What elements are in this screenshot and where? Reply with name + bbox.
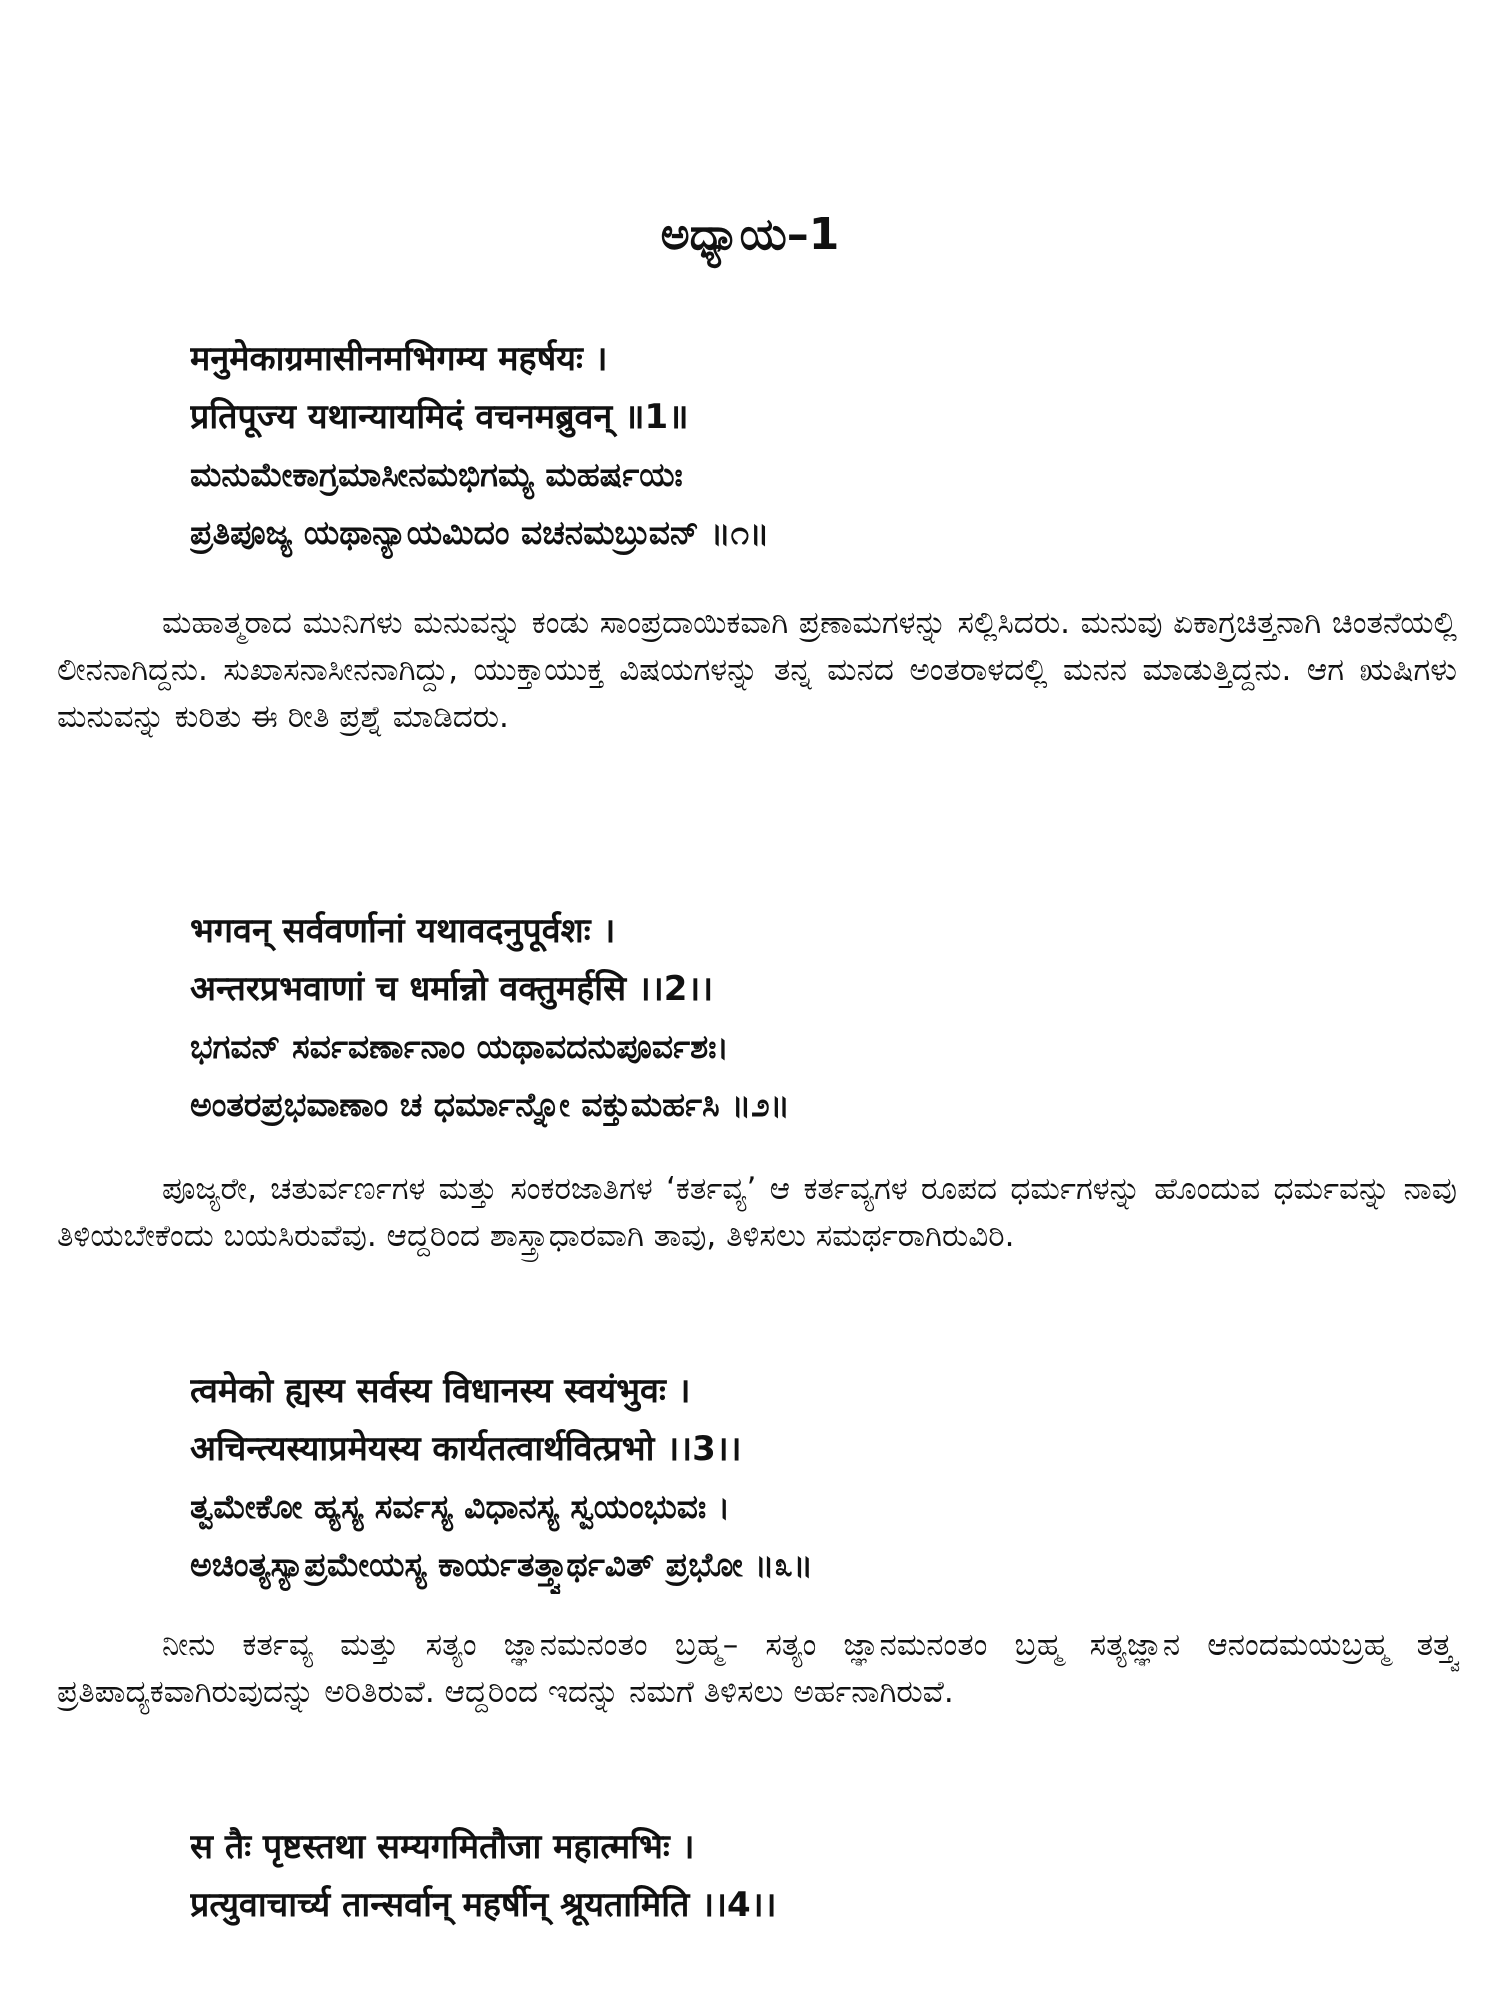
verse-block (190, 902, 1440, 1134)
verse-block (190, 1818, 1440, 1934)
verse-line-kannada: ಅಂತರಪ್ರಭವಾಣಾಂ ಚ ಧರ್ಮಾನ್ನೋ ವಕ್ತುಮರ್ಹಸಿ ॥೨॥ (190, 1085, 790, 1124)
verse-line-sanskrit: अन्तरप्रभवाणां च धर्मान्नो वक्तुमर्हसि ।।2।। (190, 969, 714, 1009)
commentary-paragraph: ಪೂಜ್ಯರೇ, ಚತುರ್ವರ್ಣಗಳ ಮತ್ತು ಸಂಕರಜಾತಿಗಳ ‘ಕರ್ತವ್ಯ’ ಆ ಕರ್ತವ್ಯಗಳ ರೂಪದ ಧರ್ಮಗಳನ್ನು ಹೊಂದುವ ಧರ್ಮವನ್ನು ನಾವು ತಿಳಿಯಬೇಕೆಂದು ಬಯಸಿರುವೆವು. ಆದ್ದರಿಂದ ಶಾಸ್ತ್ರಾಧಾರವಾಗಿ ತಾವು, ತಿಳಿಸಲು ಸಮರ್ಥರಾಗಿರುವಿರಿ. (57, 1171, 1457, 1254)
verse-line-kannada: ತ್ವಮೇಕೋ ಹ್ಯಸ್ಯ ಸರ್ವಸ್ಯ ವಿಧಾನಸ್ಯ ಸ್ವಯಂಭುವಃ । (190, 1487, 731, 1526)
verse-line-sanskrit: प्रत्युवाचार्च्य तान्सर्वान् महर्षीन् श्रूयतामिति ।।4।। (190, 1885, 777, 1925)
verse-line-kannada: ಭಗವನ್ ಸರ್ವವರ್ಣಾನಾಂ ಯಥಾವದನುಪೂರ್ವಶಃ। (190, 1027, 729, 1066)
verse-line-kannada: ಪ್ರತಿಪೂಜ್ಯ ಯಥಾನ್ಯಾಯಮಿದಂ ವಚನಮಬ್ರುವನ್ ॥೧॥ (190, 513, 770, 552)
verse-line-sanskrit: स तैः पृष्टस्तथा सम्यगमितौजा महात्मभिः । (190, 1827, 695, 1867)
commentary-paragraph: ನೀನು ಕರ್ತವ್ಯ ಮತ್ತು ಸತ್ಯಂ ಜ್ಞಾನಮನಂತಂ ಬ್ರಹ್ಮ– ಸತ್ಯಂ ಜ್ಞಾನಮನಂತಂ ಬ್ರಹ್ಮ ಸತ್ಯಜ್ಞಾನ ಆನಂದಮಯಬ್ರಹ್ಮ ತತ್ತ್ವ ಪ್ರತಿಪಾದ್ಯಕವಾಗಿರುವುದನ್ನು ಅರಿತಿರುವೆ. ಆದ್ದರಿಂದ ಇದನ್ನು ನಮಗೆ ತಿಳಿಸಲು ಅರ್ಹನಾಗಿರುವೆ. (57, 1627, 1457, 1710)
verse-line-kannada: ಅಚಿಂತ್ಯಸ್ಯಾಪ್ರಮೇಯಸ್ಯ ಕಾರ್ಯತತ್ತ್ವಾರ್ಥವಿತ್ ಪ್ರಭೋ ॥೩॥ (190, 1545, 813, 1584)
verse-line-sanskrit: अचिन्त्यस्याप्रमेयस्य कार्यतत्वार्थवित्प्रभो ।।3।। (190, 1429, 742, 1469)
verse-line-sanskrit: प्रतिपूज्य यथान्यायमिदं वचनमब्रुवन् ॥1॥ (190, 397, 689, 437)
verse-line-sanskrit: भगवन् सर्ववर्णानां यथावदनुपूर्वशः । (190, 911, 616, 951)
verse-block (190, 1362, 1440, 1594)
verse-block (190, 330, 1440, 562)
chapter-title: ಅಧ್ಯಾಯ–1 (660, 209, 840, 260)
verse-line-kannada: ಮನುಮೇಕಾಗ್ರಮಾಸೀನಮಭಿಗಮ್ಯ ಮಹರ್ಷಯಃ (190, 455, 683, 494)
verse-line-sanskrit: त्वमेको ह्यस्य सर्वस्य विधानस्य स्वयंभुवः । (190, 1371, 691, 1411)
commentary-paragraph: ಮಹಾತ್ಮರಾದ ಮುನಿಗಳು ಮನುವನ್ನು ಕಂಡು ಸಾಂಪ್ರದಾಯಿಕವಾಗಿ ಪ್ರಣಾಮಗಳನ್ನು ಸಲ್ಲಿಸಿದರು. ಮನುವು ಏಕಾಗ್ರಚಿತ್ತನಾಗಿ ಚಿಂತನೆಯಲ್ಲಿ ಲೀನನಾಗಿದ್ದನು. ಸುಖಾಸನಾಸೀನನಾಗಿದ್ದು, ಯುಕ್ತಾಯುಕ್ತ ವಿಷಯಗಳನ್ನು ತನ್ನ ಮನದ ಅಂತರಾಳದಲ್ಲಿ ಮನನ ಮಾಡುತ್ತಿದ್ದನು. ಆಗ ಋಷಿಗಳು ಮನುವನ್ನು ಕುರಿತು ಈ ರೀತಿ ಪ್ರಶ್ನೆ ಮಾಡಿದರು. (57, 605, 1457, 735)
verse-line-sanskrit: मनुमेकाग्रमासीनमभिगम्य महर्षयः । (190, 339, 608, 379)
